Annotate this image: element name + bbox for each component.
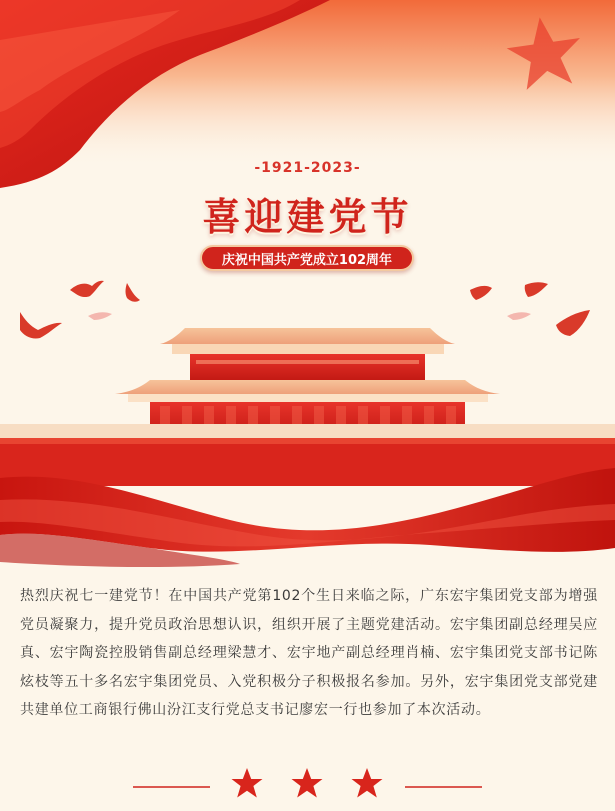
star-icon [232, 768, 263, 798]
footer-decoration [0, 765, 615, 805]
years-label: -1921-2023- [254, 160, 361, 176]
subtitle-badge: 庆祝中国共产党成立102周年 [200, 245, 414, 271]
page-title: 喜迎建党节 [202, 195, 413, 239]
tiananmen-gate [0, 328, 615, 486]
body-paragraph: 热烈庆祝七一建党节！在中国共产党第102个生日来临之际，广东宏宇集团党支部为增强党员凝聚力，提升党员政治思想认识，组织开展了主题党建活动。宏宇集团副总经理吴应真、宏宇陶瓷控股销售副总经理梁慧才、宏宇地产副总经理肖楠、宏宇集团党支部书记陈炫枝等五十多名宏宇集团党员、入党积极分子积极报名参加。另外，宏宇集团党支部党建共建单位工商银行佛山汾江支行党总支书记廖宏一行也参加了本次活动。 [20, 588, 598, 718]
star-icon [352, 768, 383, 798]
star-icon [292, 768, 323, 798]
